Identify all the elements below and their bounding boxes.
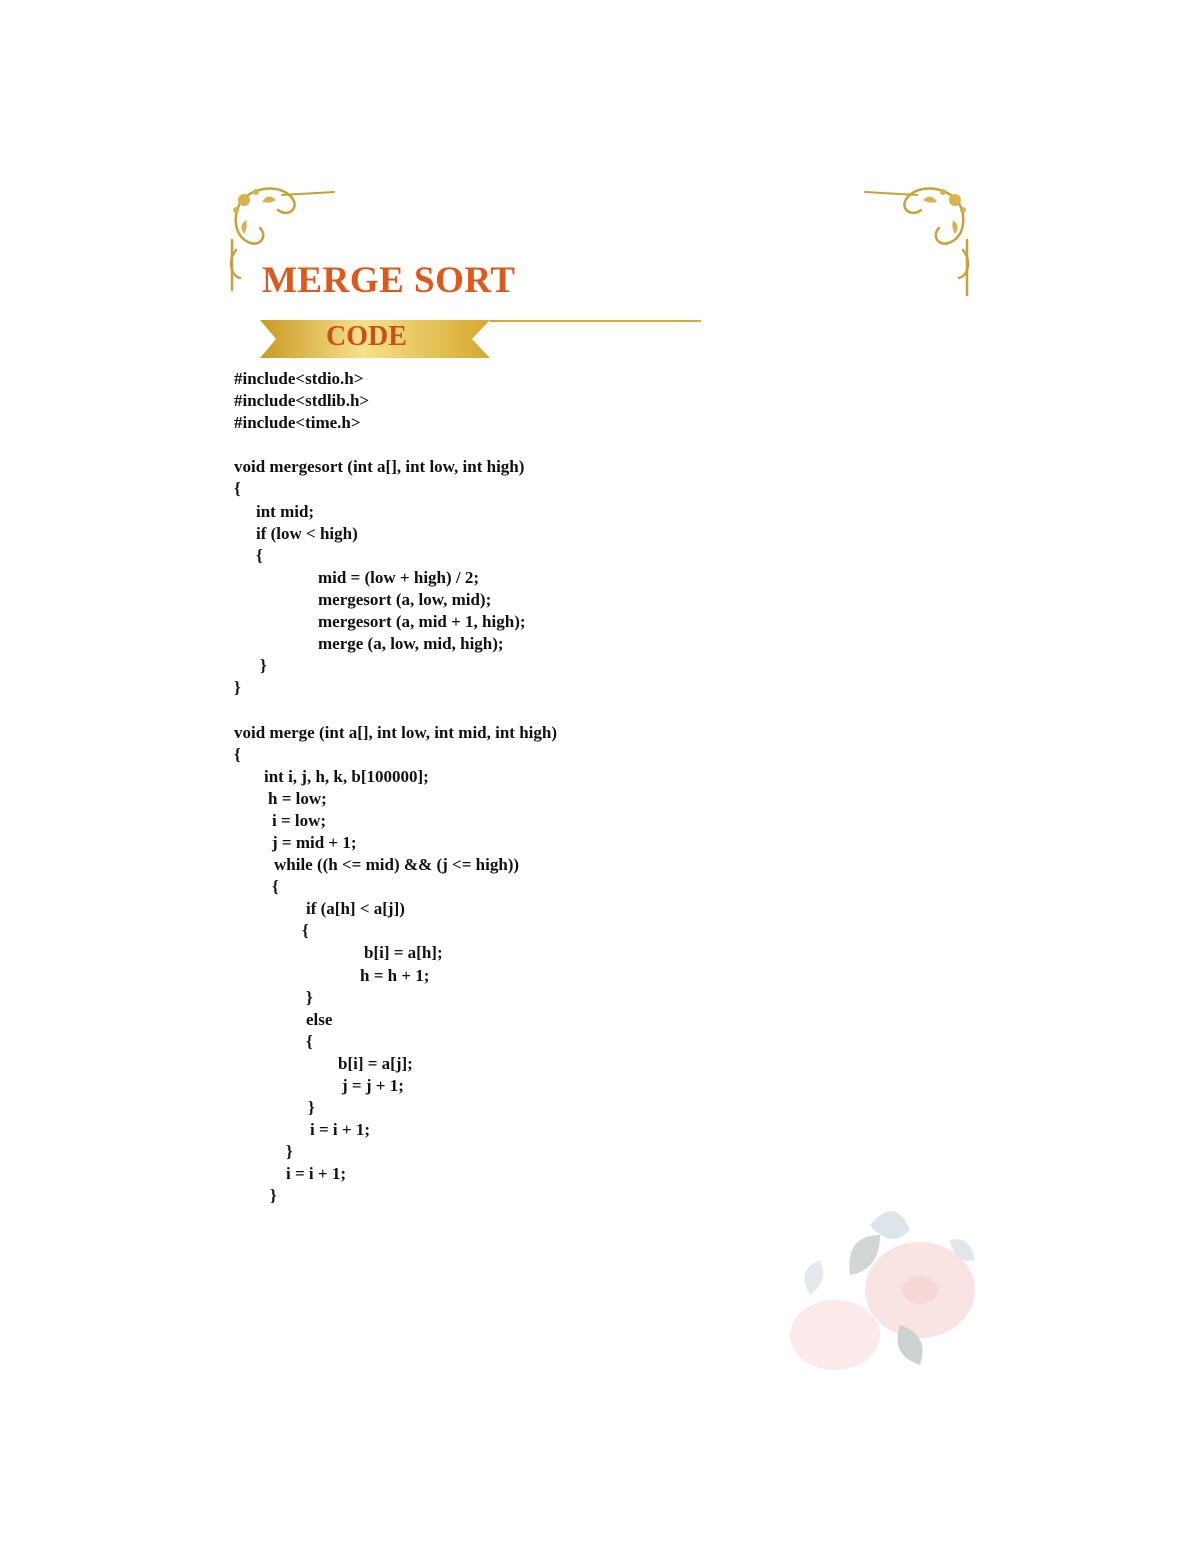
code-line: b[i] = a[j]; [338, 1053, 413, 1073]
code-line: int mid; [256, 501, 315, 521]
code-line: mergesort (a, low, mid); [318, 589, 492, 609]
code-line: if (low < high) [256, 523, 358, 543]
code-line: void merge (int a[], int low, int mid, int high) [234, 722, 558, 742]
code-line: #include<stdio.h> [234, 369, 364, 388]
code-line: { [302, 921, 309, 941]
section-label: CODE [326, 321, 407, 352]
code-line: } [270, 1186, 277, 1206]
code-line: h = h + 1; [360, 965, 430, 985]
code-line: i = low; [272, 810, 327, 830]
code-line: #include<time.h> [234, 413, 361, 433]
code-line: void mergesort (int a[], int low, int high) [234, 457, 525, 477]
code-line: j = j + 1; [342, 1076, 404, 1095]
code-line: while ((h <= mid) && (j <= high)) [274, 855, 520, 875]
code-line: } [308, 1098, 315, 1118]
code-line: h = low; [268, 788, 327, 808]
code-line [234, 699, 834, 721]
code-line: mid = (low + high) / 2; [318, 567, 480, 587]
floral-decoration-icon [780, 1185, 980, 1370]
section-banner [258, 318, 703, 360]
ornament-corner-right-icon [862, 180, 977, 300]
code-line: j = mid + 1; [272, 832, 357, 852]
code-line: mergesort (a, mid + 1, high); [318, 612, 526, 632]
code-line: } [286, 1142, 293, 1162]
code-line: { [272, 877, 279, 897]
code-line: else [306, 1009, 333, 1029]
code-line: } [234, 678, 241, 698]
code-line: if (a[h] < a[j]) [306, 899, 405, 919]
code-line: merge (a, low, mid, high); [318, 634, 504, 654]
code-line [234, 434, 834, 456]
code-line: { [234, 479, 241, 499]
code-line: } [260, 656, 267, 676]
page-title: MERGE SORT [262, 260, 516, 301]
code-line: i = i + 1; [310, 1120, 370, 1140]
code-line: { [306, 1031, 313, 1051]
code-line: { [256, 545, 263, 565]
code-block [234, 368, 834, 1208]
code-line: b[i] = a[h]; [364, 943, 443, 963]
code-line: int i, j, h, k, b[100000]; [264, 766, 429, 786]
code-line: { [234, 744, 241, 764]
code-line: } [306, 987, 313, 1007]
code-line: #include<stdlib.h> [234, 391, 370, 411]
code-line: i = i + 1; [286, 1164, 346, 1184]
